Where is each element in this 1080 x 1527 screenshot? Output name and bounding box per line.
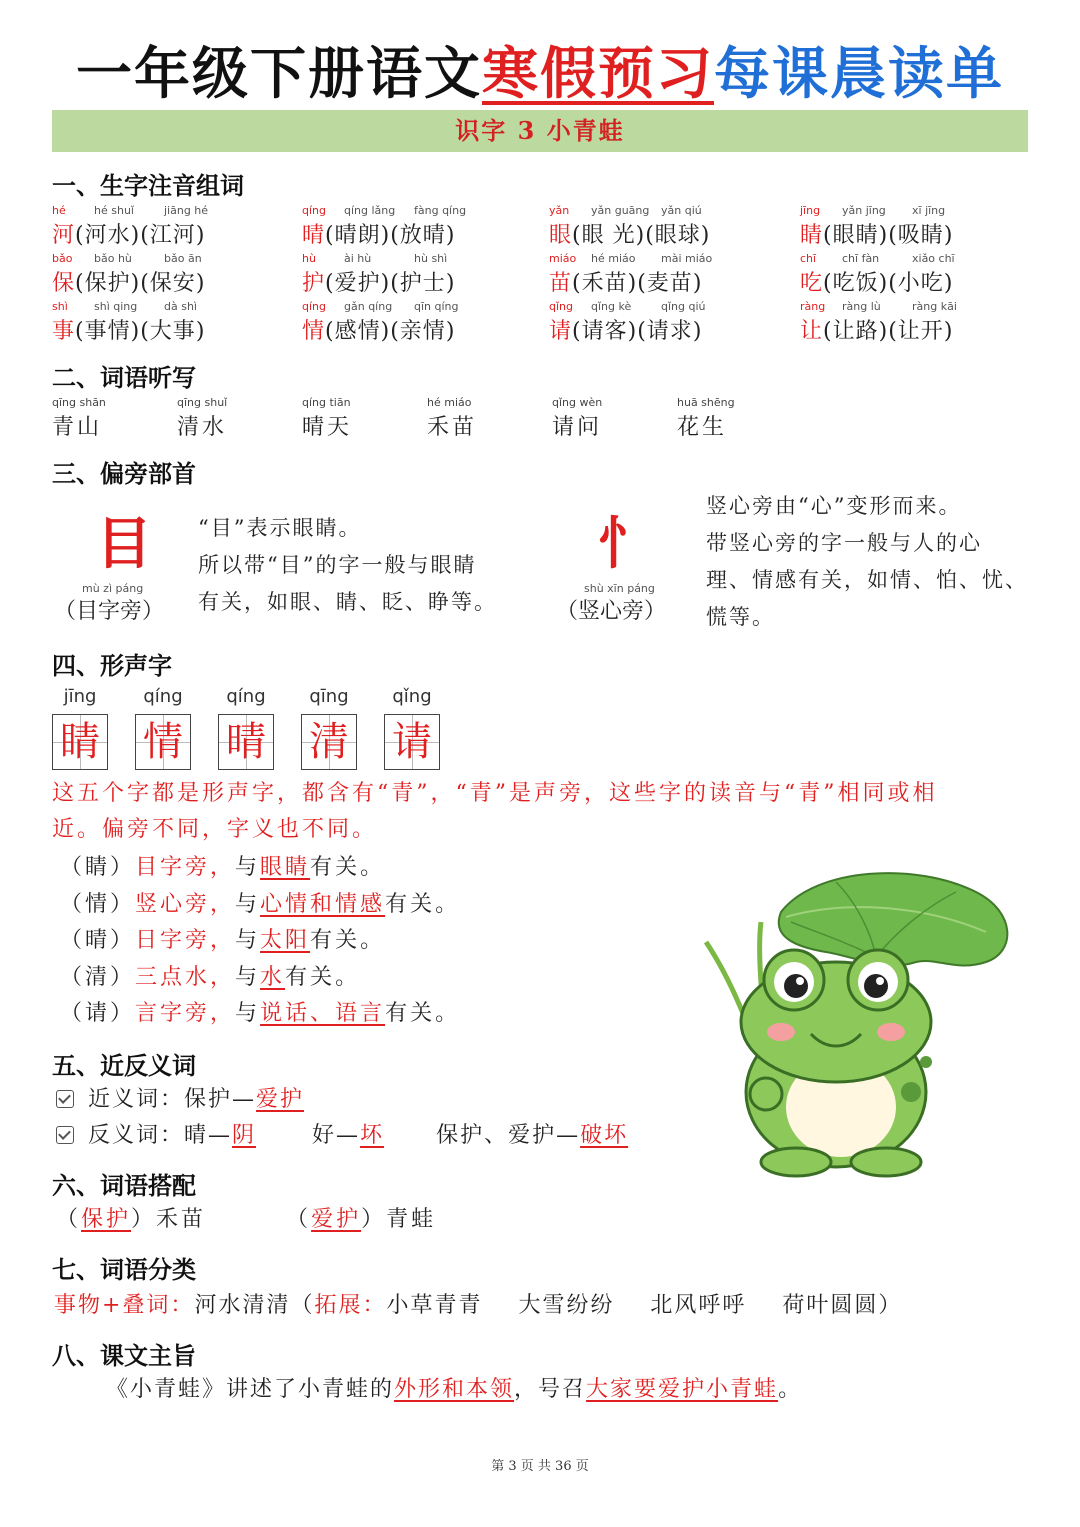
xingsheng-item-meaning: 太阳 xyxy=(260,928,311,953)
zuci-word1-pinyin: ài hù xyxy=(344,252,372,265)
zuci-char-pinyin: bǎo xyxy=(52,252,73,265)
zuci-word1-pinyin: hé shuǐ xyxy=(94,204,134,217)
section-heading-1: 一、生字注音组词 xyxy=(52,172,244,200)
tingxie-item xyxy=(427,396,547,441)
zuci-char-pinyin: ràng xyxy=(800,300,826,313)
zuci-pinyin-row xyxy=(800,204,1040,218)
radical-xin-desc xyxy=(706,488,1028,636)
radical-mu-line: “目”表示眼睛。 xyxy=(198,516,362,540)
zuci-words-row: 保(保护)(保安) xyxy=(52,271,206,296)
zuci-char: 保 xyxy=(52,271,76,296)
zuci-words-row: 河(河水)(江河) xyxy=(52,223,206,248)
tingxie-pinyin: hé miáo xyxy=(427,396,472,409)
zuci-char: 苗 xyxy=(549,271,573,296)
fenlei-text: 河水清清（ xyxy=(194,1293,315,1318)
zuci-pinyin-row xyxy=(52,252,292,266)
xingsheng-pinyin: qīng xyxy=(309,686,349,707)
zuci-word-1: 河水 xyxy=(84,223,131,248)
zhuzhi-text-1: 《小青蛙》讲述了小青蛙的 xyxy=(106,1377,395,1402)
zuci-char: 吃 xyxy=(800,271,824,296)
zuci-word-1: 请客 xyxy=(581,319,628,344)
tingxie-item xyxy=(302,396,422,441)
xingsheng-char: 晴 xyxy=(226,719,266,765)
zuci-word-2: 眼球 xyxy=(654,223,701,248)
zuci-word2-pinyin: jiāng hé xyxy=(164,204,209,217)
zuci-words-row: 晴(晴朗)(放晴) xyxy=(302,223,456,248)
zhuzhi-underline-1: 外形和本领 xyxy=(394,1377,515,1402)
zuci-word1-pinyin: hé miáo xyxy=(591,252,636,265)
xingsheng-item-post: 有关。 xyxy=(385,891,461,917)
tingxie-word: 晴天 xyxy=(302,415,353,440)
dapei-word-1: ）禾苗 xyxy=(131,1207,207,1232)
zuci-word2-pinyin: qīn qíng xyxy=(414,300,459,313)
xingsheng-item xyxy=(60,887,460,924)
radical-xin-line: 竖心旁由“心”变形而来。 xyxy=(706,494,962,518)
xingsheng-item-char: （清） xyxy=(60,964,136,990)
zuci-item xyxy=(302,204,542,249)
zuci-word2-pinyin: xiǎo chī xyxy=(912,252,955,265)
xingsheng-item-char: （睛） xyxy=(60,855,136,880)
zuci-item xyxy=(302,252,542,297)
xingsheng-item-radical: 日字旁， xyxy=(135,928,236,953)
xingsheng-char-box xyxy=(135,714,191,770)
zuci-words-row: 苗(禾苗)(麦苗) xyxy=(549,271,703,296)
xingsheng-item-meaning: 说话、语言 xyxy=(260,1001,386,1026)
zuci-item xyxy=(800,300,1040,345)
dapei-word-2: ）青蛙 xyxy=(361,1207,437,1232)
xingsheng-item-meaning: 心情和情感 xyxy=(260,891,386,917)
zuci-word1-pinyin: chī fàn xyxy=(842,252,880,265)
zuci-word-2: 吸睛 xyxy=(897,223,944,248)
tingxie-word: 青山 xyxy=(52,415,103,440)
antonym-row xyxy=(56,1118,628,1149)
xingsheng-char-box xyxy=(52,714,108,770)
zuci-char: 护 xyxy=(302,271,326,296)
xingsheng-char: 情 xyxy=(143,719,183,765)
xingsheng-item-pre: 与 xyxy=(235,928,261,953)
radical-mu-line: 所以带“目”的字一般与眼睛 xyxy=(198,553,477,577)
xingsheng-item-pre: 与 xyxy=(235,891,261,917)
zuci-word1-pinyin: ràng lù xyxy=(842,300,881,313)
dapei-answer-1: 保护 xyxy=(81,1207,132,1232)
antonym-pre-3: 保护、爱护— xyxy=(436,1123,581,1148)
zuci-char: 让 xyxy=(800,319,824,344)
tingxie-item xyxy=(552,396,672,441)
zuci-word-2: 请求 xyxy=(646,319,693,344)
checkbox-icon xyxy=(56,1126,74,1144)
zuci-item xyxy=(52,204,292,249)
radical-mu-pinyin: mù zì páng xyxy=(82,582,144,595)
section-heading-7: 七、词语分类 xyxy=(52,1256,196,1284)
page-title xyxy=(0,30,1080,110)
zuci-char: 睛 xyxy=(800,223,824,248)
zuci-pinyin-row xyxy=(52,300,292,314)
dapei-row: （保护）禾苗 （爱护）青蛙 xyxy=(56,1207,437,1232)
xingsheng-item-post: 有关。 xyxy=(385,1001,461,1026)
xingsheng-item xyxy=(60,996,460,1033)
lesson-banner: 识字 3 小青蛙 xyxy=(52,110,1028,152)
zuci-word2-pinyin: yǎn qiú xyxy=(661,204,702,217)
fenlei-label: 事物+叠词： xyxy=(54,1293,195,1318)
xingsheng-pinyin: qíng xyxy=(226,686,266,707)
xingsheng-item-char: （晴） xyxy=(60,928,136,953)
zuci-pinyin-row xyxy=(549,204,789,218)
radical-xin-line: 理、情感有关，如情、怕、忧、 xyxy=(706,568,1028,592)
zuci-char-pinyin: hù xyxy=(302,252,316,265)
zuci-pinyin-row xyxy=(549,300,789,314)
radical-xin-pinyin: shù xīn páng xyxy=(584,582,655,595)
zhuzhi-row xyxy=(106,1372,802,1403)
tingxie-pinyin: qīng shān xyxy=(52,396,106,409)
zuci-char: 晴 xyxy=(302,223,326,248)
xingsheng-item-post: 有关。 xyxy=(310,928,386,953)
radical-xin-glyph: 忄 xyxy=(598,511,654,577)
tingxie-word: 花生 xyxy=(677,415,728,440)
zuci-word2-pinyin: fàng qíng xyxy=(414,204,467,217)
zuci-words-row: 睛(眼睛)(吸睛) xyxy=(800,223,954,248)
xingsheng-pinyin: qǐng xyxy=(392,686,432,707)
zuci-char-pinyin: jīng xyxy=(800,204,821,217)
zhuzhi-text-2: ，号召 xyxy=(514,1377,587,1402)
section-heading-8: 八、课文主旨 xyxy=(52,1342,196,1370)
zuci-word1-pinyin: shì qing xyxy=(94,300,138,313)
xingsheng-char-box xyxy=(384,714,440,770)
zuci-pinyin-row xyxy=(800,252,1040,266)
zuci-item xyxy=(800,204,1040,249)
zhuzhi-underline-2: 大家要爱护小青蛙 xyxy=(586,1377,779,1402)
radical-mu-line: 有关，如眼、睛、眨、睁等。 xyxy=(198,590,497,614)
tingxie-word: 清水 xyxy=(177,415,228,440)
page-footer: 第 3 页 共 36 页 xyxy=(491,1459,589,1474)
xingsheng-item-radical: 竖心旁， xyxy=(135,891,236,917)
xingsheng-pinyin: qíng xyxy=(143,686,183,707)
radical-mu-desc xyxy=(198,510,497,621)
xingsheng-item-meaning: 水 xyxy=(260,964,286,990)
zuci-item xyxy=(302,300,542,345)
tingxie-item xyxy=(677,396,797,441)
zuci-words-row: 护(爱护)(护士) xyxy=(302,271,456,296)
zuci-char-pinyin: qíng xyxy=(302,204,326,217)
tingxie-pinyin: huā shēng xyxy=(677,396,735,409)
zuci-word-1: 晴朗 xyxy=(334,223,381,248)
tingxie-word: 禾苗 xyxy=(427,415,478,440)
zuci-char: 情 xyxy=(302,319,326,344)
zuci-word-1: 禾苗 xyxy=(581,271,628,296)
xingsheng-item-pre: 与 xyxy=(235,964,261,990)
xingsheng-item xyxy=(60,923,460,960)
xingsheng-item-char: （请） xyxy=(60,1001,136,1026)
antonym-answer-1: 阴 xyxy=(232,1123,257,1148)
xingsheng-item-post: 有关。 xyxy=(285,964,361,990)
zuci-word-1: 保护 xyxy=(84,271,131,296)
tingxie-pinyin: qīng shuǐ xyxy=(177,396,228,409)
xingsheng-char-box xyxy=(301,714,357,770)
section-heading-5: 五、近反义词 xyxy=(52,1052,196,1080)
zuci-word-1: 吃饭 xyxy=(832,271,879,296)
radical-xin-line: 慌等。 xyxy=(706,605,775,629)
zuci-word1-pinyin: qíng lǎng xyxy=(344,204,396,217)
xingsheng-item xyxy=(60,850,460,887)
zuci-word-2: 亲情 xyxy=(399,319,446,344)
antonym-label: 反义词：晴— xyxy=(88,1123,233,1148)
section-heading-3: 三、偏旁部首 xyxy=(52,460,196,488)
zuci-char-pinyin: hé xyxy=(52,204,66,217)
zuci-word-2: 大事 xyxy=(149,319,196,344)
xingsheng-para-line: 近。偏旁不同，字义也不同。 xyxy=(52,817,378,842)
zuci-word2-pinyin: ràng kāi xyxy=(912,300,957,313)
title-part3: 每课晨读单 xyxy=(714,42,1004,107)
zuci-word-2: 小吃 xyxy=(897,271,944,296)
zuci-word2-pinyin: bǎo ān xyxy=(164,252,202,265)
zuci-word-2: 麦苗 xyxy=(646,271,693,296)
tingxie-pinyin: qǐng wèn xyxy=(552,396,603,409)
zuci-word-1: 让路 xyxy=(832,319,879,344)
zuci-word2-pinyin: hù shì xyxy=(414,252,448,265)
xingsheng-item-radical: 言字旁， xyxy=(135,1001,236,1026)
tingxie-pinyin: qíng tiān xyxy=(302,396,351,409)
synonym-label: 近义词：保护— xyxy=(88,1087,257,1112)
zhuzhi-text-3: 。 xyxy=(778,1377,803,1402)
section-heading-2: 二、词语听写 xyxy=(52,364,196,392)
zuci-word-1: 事情 xyxy=(84,319,131,344)
synonym-answer: 爱护 xyxy=(256,1087,305,1112)
xingsheng-item-pre: 与 xyxy=(235,855,261,880)
zuci-word1-pinyin: bǎo hù xyxy=(94,252,132,265)
synonym-row xyxy=(56,1082,304,1113)
zuci-word-2: 江河 xyxy=(149,223,196,248)
xingsheng-para-line: 这五个字都是形声字，都含有“青”，“青”是声旁，这些字的读音与“青”相同或相 xyxy=(52,781,938,806)
tingxie-item xyxy=(177,396,297,441)
fenlei-rest: 小草青青 大雪纷纷 北风呼呼 荷叶圆圆） xyxy=(386,1293,903,1318)
title-part1: 一年级下册语文 xyxy=(76,42,482,107)
fenlei-row xyxy=(54,1288,902,1319)
xingsheng-item-pre: 与 xyxy=(235,1001,261,1026)
zuci-char-pinyin: chī xyxy=(800,252,817,265)
xingsheng-paragraph xyxy=(52,776,1042,848)
xingsheng-item-post: 有关。 xyxy=(310,855,386,880)
zuci-char: 事 xyxy=(52,319,76,344)
zuci-words-row: 请(请客)(请求) xyxy=(549,319,703,344)
fenlei-extend-label: 拓展： xyxy=(314,1293,387,1318)
tingxie-word: 请问 xyxy=(552,415,603,440)
zuci-words-row: 让(让路)(让开) xyxy=(800,319,954,344)
zuci-word-1: 眼 光 xyxy=(581,223,636,248)
xingsheng-char: 清 xyxy=(309,719,349,765)
zuci-word-2: 放晴 xyxy=(399,223,446,248)
antonym-answer-3: 破坏 xyxy=(580,1123,629,1148)
zuci-char-pinyin: shì xyxy=(52,300,68,313)
dapei-answer-2: 爱护 xyxy=(311,1207,362,1232)
zuci-char: 河 xyxy=(52,223,76,248)
xingsheng-char: 睛 xyxy=(60,719,100,765)
zuci-word2-pinyin: qǐng qiú xyxy=(661,300,706,313)
zuci-word-1: 感情 xyxy=(334,319,381,344)
zuci-word2-pinyin: dà shì xyxy=(164,300,197,313)
xingsheng-item-char: （情） xyxy=(60,891,136,917)
zuci-char: 眼 xyxy=(549,223,573,248)
section-heading-4: 四、形声字 xyxy=(52,652,172,680)
xingsheng-char: 请 xyxy=(392,719,432,765)
zuci-word1-pinyin: qǐng kè xyxy=(591,300,632,313)
radical-mu-name: （目字旁） xyxy=(54,599,165,624)
xingsheng-pinyin: jīng xyxy=(63,686,97,707)
xingsheng-char-box xyxy=(218,714,274,770)
zuci-item xyxy=(52,300,292,345)
xingsheng-item-meaning: 眼睛 xyxy=(260,855,311,880)
zuci-pinyin-row xyxy=(302,300,542,314)
zuci-pinyin-row xyxy=(800,300,1040,314)
zuci-words-row: 事(事情)(大事) xyxy=(52,319,206,344)
title-part2: 寒假预习 xyxy=(482,42,714,107)
zuci-pinyin-row xyxy=(302,252,542,266)
xingsheng-items xyxy=(60,850,460,1033)
tingxie-item xyxy=(52,396,172,441)
zuci-item xyxy=(549,300,789,345)
zuci-words-row: 眼(眼 光)(眼球) xyxy=(549,223,711,248)
zuci-pinyin-row xyxy=(302,204,542,218)
antonym-pre-2: 好— xyxy=(312,1123,361,1148)
xingsheng-item xyxy=(60,960,460,997)
zuci-char-pinyin: qíng xyxy=(302,300,326,313)
antonym-answer-2: 坏 xyxy=(360,1123,385,1148)
checkbox-icon xyxy=(56,1090,74,1108)
zuci-word-1: 眼睛 xyxy=(832,223,879,248)
zuci-word1-pinyin: gǎn qíng xyxy=(344,300,393,313)
zuci-item xyxy=(549,204,789,249)
zuci-item xyxy=(549,252,789,297)
zuci-pinyin-row xyxy=(52,204,292,218)
xingsheng-item-radical: 三点水， xyxy=(135,964,236,990)
zuci-char-pinyin: yǎn xyxy=(549,204,570,217)
zuci-word2-pinyin: xī jīng xyxy=(912,204,946,217)
zuci-word-2: 保安 xyxy=(149,271,196,296)
zuci-words-row: 吃(吃饭)(小吃) xyxy=(800,271,954,296)
radical-xin-name: （竖心旁） xyxy=(556,599,667,624)
zuci-char-pinyin: qǐng xyxy=(549,300,573,313)
zuci-item xyxy=(52,252,292,297)
radical-xin-line: 带竖心旁的字一般与人的心 xyxy=(706,531,982,555)
zuci-word1-pinyin: yǎn guāng xyxy=(591,204,650,217)
frog-illustration xyxy=(686,862,1016,1182)
xingsheng-item-radical: 目字旁， xyxy=(135,855,236,880)
zuci-pinyin-row xyxy=(549,252,789,266)
radical-mu-glyph: 目 xyxy=(96,511,152,577)
zuci-words-row: 情(感情)(亲情) xyxy=(302,319,456,344)
zuci-word-2: 让开 xyxy=(897,319,944,344)
zuci-char-pinyin: miáo xyxy=(549,252,577,265)
zuci-char: 请 xyxy=(549,319,573,344)
zuci-word1-pinyin: yǎn jīng xyxy=(842,204,886,217)
zuci-word-2: 护士 xyxy=(399,271,446,296)
section-heading-6: 六、词语搭配 xyxy=(52,1172,196,1200)
zuci-item xyxy=(800,252,1040,297)
zuci-word-1: 爱护 xyxy=(334,271,381,296)
zuci-word2-pinyin: mài miáo xyxy=(661,252,713,265)
